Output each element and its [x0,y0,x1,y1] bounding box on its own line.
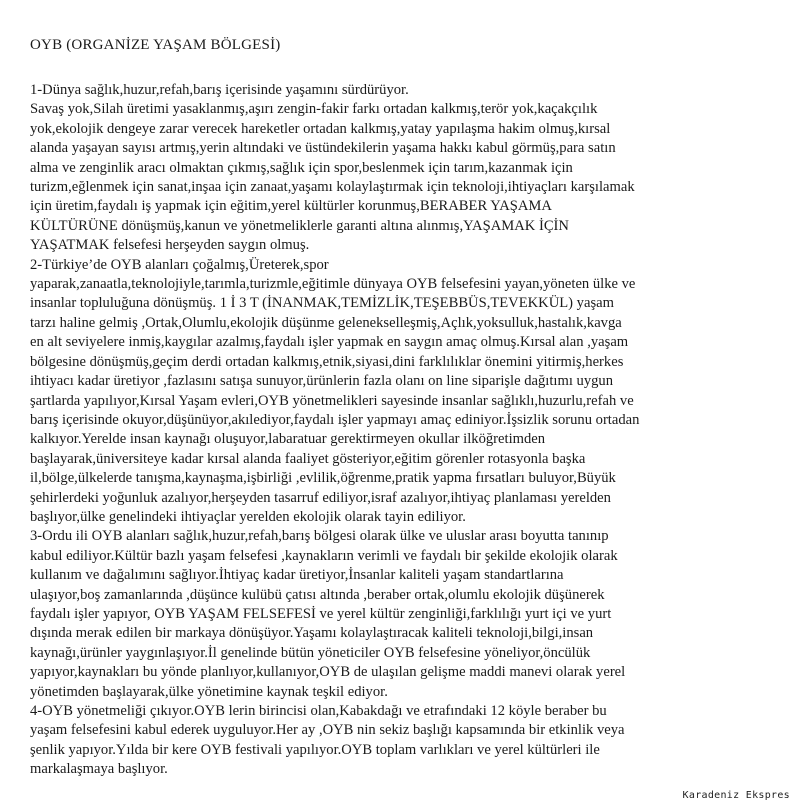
text-line: için üretim,faydalı iş yapmak için eğitim,yerel kültürler korunmuş,BERABER YAŞAMA [30,198,552,215]
text-line: alma ve zenginlik aracı olmaktan çıkmış,sağlık için spor,beslenmek için tarım,kazanmak için [30,159,573,176]
text-line: tarzı haline gelmiş ,Ortak,Olumlu,ekolojik düşünme gelenekselleşmiş,Açlık,yoksulluk,hastalık,kavga [30,314,622,331]
section-1 [30,81,775,256]
text-line: en alt seviyelere inmiş,kaygılar azalmış,faydalı işler yapmak en saygın amaç olmuş.Kırsal alan ,yaşam [30,334,629,351]
text-line: 1-Dünya sağlık,huzur,refah,barış içerisinde yaşamını sürdürüyor. [30,82,409,98]
section-3 [30,527,775,702]
text-line: insanlar topluluğuna dönüşmüş. 1 İ 3 T (İNANMAK,TEMİZLİK,TEŞEBBÜS,TEVEKKÜL) yaşam [30,295,614,312]
text-line: Savaş yok,Silah üretimi yasaklanmış,aşırı zengin-fakir farkı ortadan kalkmış,terör yok,kaçakçılık [30,101,598,118]
text-line: 4-OYB yönetmeliği çıkıyor.OYB lerin birincisi olan,Kabakdağı ve etrafındaki 12 köyle beraber bu [30,703,607,719]
section-2 [30,256,775,528]
text-line: alanda yaşayan sayısı artmış,yerin altındaki ve üstündekilerin yaşama hakkı kabul görmüş,para satın [30,140,616,157]
text-line: bölgesine dönüşmüş,geçim derdi ortadan kalkmış,etnik,siyasi,dini farklılıklar önemini yitirmiş,herkes [30,353,624,370]
text-line: yönetimden başlayarak,ülke yönetimine kaynak teşkil ediyor. [30,683,388,700]
text-line: dışında merak edilen bir markaya dönüşüyor.Yaşamı kolaylaştıracak kaliteli teknoloji,bilgi,insan [30,625,594,642]
text-line: kalkıyor.Yerelde insan kaynağı oluşuyor,labaratuar gerektirmeyen okullar ilköğretimden [30,431,546,448]
text-line: 2-Türkiye’de OYB alanları çoğalmış,Üreterek,spor [30,256,329,273]
text-line: şartlarda yapılıyor,Kırsal Yaşam evleri,OYB yönetmelikleri sayesinde insanlar sağlıklı,huzurlu,refah ve [30,392,634,409]
source-watermark: Karadeniz Ekspres [682,790,790,801]
text-line: kabul ediliyor.Kültür bazlı yaşam felsefesi ,kaynakların verimli ve faydalı bir şekilde ekolojik olarak [30,547,618,564]
text-line: KÜLTÜRÜNE dönüşmüş,kanun ve yönetmeliklerle garanti altına alınmış,YAŞAMAK İÇİN [30,217,569,234]
text-line: şenlik yapıyor.Yılda bir kere OYB festivali yapılıyor.OYB toplam varlıkları ve yerel kültürleri ile [30,741,600,758]
text-line: barış içerisinde okuyor,düşünüyor,akılediyor,faydalı işler yapmayı amaç ediniyor.İşsizlik sorunu ortadan [30,411,640,428]
text-line: yapıyor,kaynakları bu yönde planlıyor,kullanıyor,OYB de ulaşılan gelişme maddi manevi olarak yerel [30,664,626,681]
text-line: yaşam felsefesini kabul ederek uyguluyor.Her ay ,OYB nin sekiz başlığı kapsamında bir etkinlik veya [30,722,625,739]
text-line: kullanım ve dağalımını sağlıyor.İhtiyaç kadar üretiyor,İnsanlar kaliteli yaşam standartlarına [30,567,564,584]
section-4 [30,702,775,780]
text-line: kaynağı,ürünler yaygınlaşıyor.İl genelinde bütün yöneticiler OYB felsefesine yöneliyor,öncülük [30,644,591,661]
text-line: il,bölge,ülkelerde tanışma,kaynaşma,işbirliği ,evlilik,öğrenme,pratik yapma fırsatları buluyor,Büyük [30,470,616,487]
text-line: 3-Ordu ili OYB alanları sağlık,huzur,refah,barış bölgesi olarak ülke ve uluslar arası boyutta tanınıp [30,528,609,545]
text-line: yaparak,zanaatla,teknolojiyle,tarımla,turizmle,eğitimle dünyaya OYB felsefesini yayan,yöneten ülke ve [30,276,636,293]
document-body [30,36,775,780]
text-line: başlayarak,üniversiteye kadar kırsal alanda faaliyet gösteriyor,eğitim görenler rotasyonla başka [30,450,586,467]
text-line: markalaşmaya başlıyor. [30,761,168,778]
text-line: şehirlerdeki yoğunluk azalıyor,herşeyden tasarruf ediliyor,israf azalıyor,ihtiyaç planlaması yerelden [30,489,611,506]
text-line: turizm,eğlenmek için sanat,inşaa için zanaat,yaşamı kolaylaştırmak için teknoloji,ihtiyaçları karşılamak [30,179,635,196]
text-line: başlıyor,ülke genelindeki ihtiyaçlar yerelden ekolojik olarak tayin ediliyor. [30,508,466,525]
text-line: ihtiyacı kadar üretiyor ,fazlasını satışa sunuyor,ürünlerin fazla olanı on line siparişle dağıtımı uygun [30,373,614,390]
text-line: yok,ekolojik dengeye zarar verecek hareketler ortadan kalkmış,yatay yapılaşma hakim olmuş,kırsal [30,120,611,137]
text-line: YAŞATMAK felsefesi herşeyden saygın olmuş. [30,237,310,254]
document-title: OYB (ORGANİZE YAŞAM BÖLGESİ) [30,37,281,53]
text-line: faydalı işler yapıyor, OYB YAŞAM FELSEFESİ ve yerel kültür zenginliği,farklılığı yurt içi ve yurt [30,605,612,622]
text-line: ulaşıyor,boş zamanlarında ,düşünce kulübü çatısı altında ,beraber ortak,olumlu ekolojik düşünerek [30,586,605,603]
